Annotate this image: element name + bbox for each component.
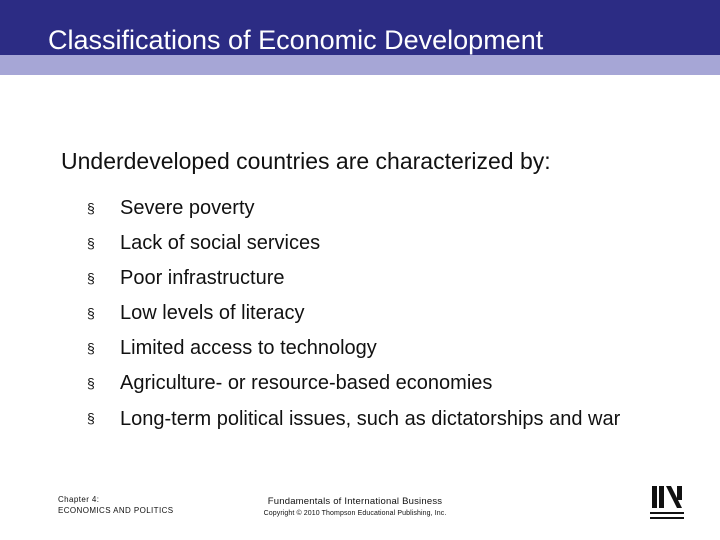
list-item bbox=[87, 405, 667, 433]
footer-book bbox=[230, 495, 480, 520]
bullet-text: Long-term political issues, such as dictatorships and war bbox=[120, 408, 621, 430]
bullet-text: Low levels of literacy bbox=[120, 302, 305, 324]
slide-title: Classifications of Economic Development bbox=[48, 25, 544, 55]
accent-bar bbox=[0, 55, 720, 75]
list-item bbox=[87, 230, 667, 257]
bullet-text: Lack of social services bbox=[120, 232, 321, 254]
bullet-text: Poor infrastructure bbox=[120, 267, 285, 289]
bullet-marker-icon: § bbox=[87, 410, 95, 426]
bullet-list bbox=[87, 195, 667, 441]
bullet-marker-icon: § bbox=[87, 375, 95, 391]
list-item bbox=[87, 195, 667, 222]
copyright-text: Copyright © 2010 Thompson Educational Publishing, Inc. bbox=[263, 510, 447, 517]
bullet-text: Agriculture- or resource-based economies bbox=[120, 372, 493, 394]
list-item bbox=[87, 265, 667, 292]
bullet-marker-icon: § bbox=[87, 340, 95, 356]
bullet-text: Severe poverty bbox=[120, 197, 255, 219]
bullet-marker-icon: § bbox=[87, 305, 95, 321]
thompson-educational-logo-icon bbox=[644, 484, 690, 524]
intro-text: Underdeveloped countries are characterized by: bbox=[61, 148, 551, 174]
list-item bbox=[87, 370, 667, 397]
list-item bbox=[87, 335, 667, 362]
bullet-marker-icon: § bbox=[87, 270, 95, 286]
chapter-title: ECONOMICS AND POLITICS bbox=[58, 506, 174, 515]
bullet-marker-icon: § bbox=[87, 200, 95, 216]
list-item bbox=[87, 300, 667, 327]
footer-chapter bbox=[58, 494, 173, 516]
bullet-marker-icon: § bbox=[87, 235, 95, 251]
book-title: Fundamentals of International Business bbox=[267, 496, 443, 507]
bullet-text: Limited access to technology bbox=[120, 337, 377, 359]
chapter-number: Chapter 4: bbox=[58, 495, 100, 504]
